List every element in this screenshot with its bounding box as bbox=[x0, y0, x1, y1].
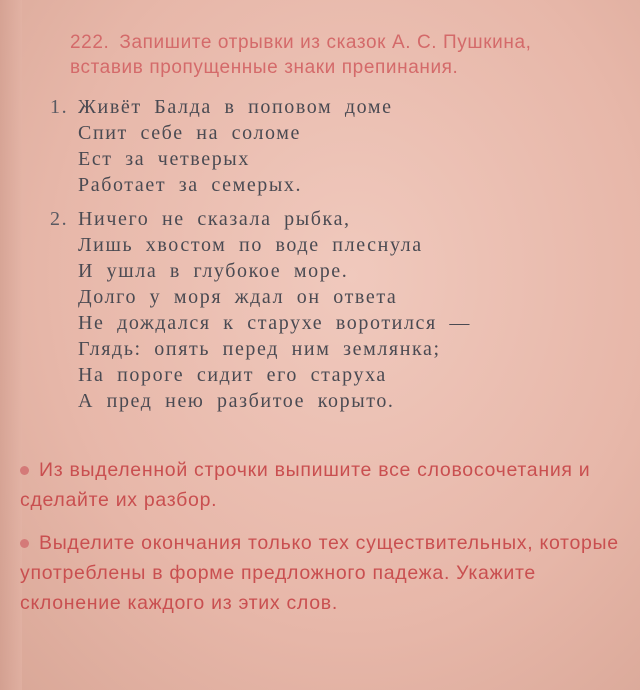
excerpt-2 bbox=[50, 206, 610, 414]
poem-excerpts bbox=[50, 94, 610, 414]
exercise-header bbox=[70, 30, 610, 80]
exercise-number: 222. bbox=[70, 32, 110, 53]
excerpt-number: 1. bbox=[50, 96, 69, 118]
poem-line: Спит себе на соломе bbox=[78, 122, 301, 144]
task-2 bbox=[20, 528, 625, 618]
task-text: Из выделенной строчки выпишите все словосочетания и сделайте их разбор. bbox=[20, 459, 591, 511]
bullet-icon bbox=[20, 539, 29, 548]
excerpt-lines bbox=[78, 206, 471, 414]
exercise-instruction: Запишите отрывки из сказок А. С. Пушкина, вставив пропущенные знаки препинания. bbox=[70, 32, 532, 78]
poem-line: Долго у моря ждал он ответа bbox=[78, 286, 398, 308]
poem-line: На пороге сидит его старуха bbox=[78, 364, 387, 386]
poem-line: Работает за семерых. bbox=[78, 174, 303, 196]
poem-line: Живёт Балда в поповом доме bbox=[78, 96, 393, 118]
poem-line: Не дождался к старухе воротился — bbox=[78, 312, 472, 334]
page-spine-shadow bbox=[0, 0, 22, 690]
poem-line: Лишь хвостом по воде плеснула bbox=[78, 234, 423, 256]
bullet-icon bbox=[20, 466, 29, 475]
task-1 bbox=[20, 455, 625, 515]
excerpt-1 bbox=[50, 94, 610, 198]
poem-line: Ест за четверых bbox=[78, 148, 250, 170]
poem-line: Ничего не сказала рыбка, bbox=[78, 208, 351, 230]
poem-line: Глядь: опять перед ним землянка; bbox=[78, 338, 441, 360]
task-text: Выделите окончания только тех существительных, которые употреблены в форме предложного падежа. Укажите склонение каждого из этих слов. bbox=[20, 532, 619, 614]
poem-line: И ушла в глубокое море. bbox=[78, 260, 349, 282]
excerpt-number: 2. bbox=[50, 208, 69, 230]
excerpt-lines bbox=[78, 94, 393, 198]
exercise-block bbox=[50, 30, 610, 422]
poem-line: А пред нею разбитое корыто. bbox=[78, 390, 395, 412]
